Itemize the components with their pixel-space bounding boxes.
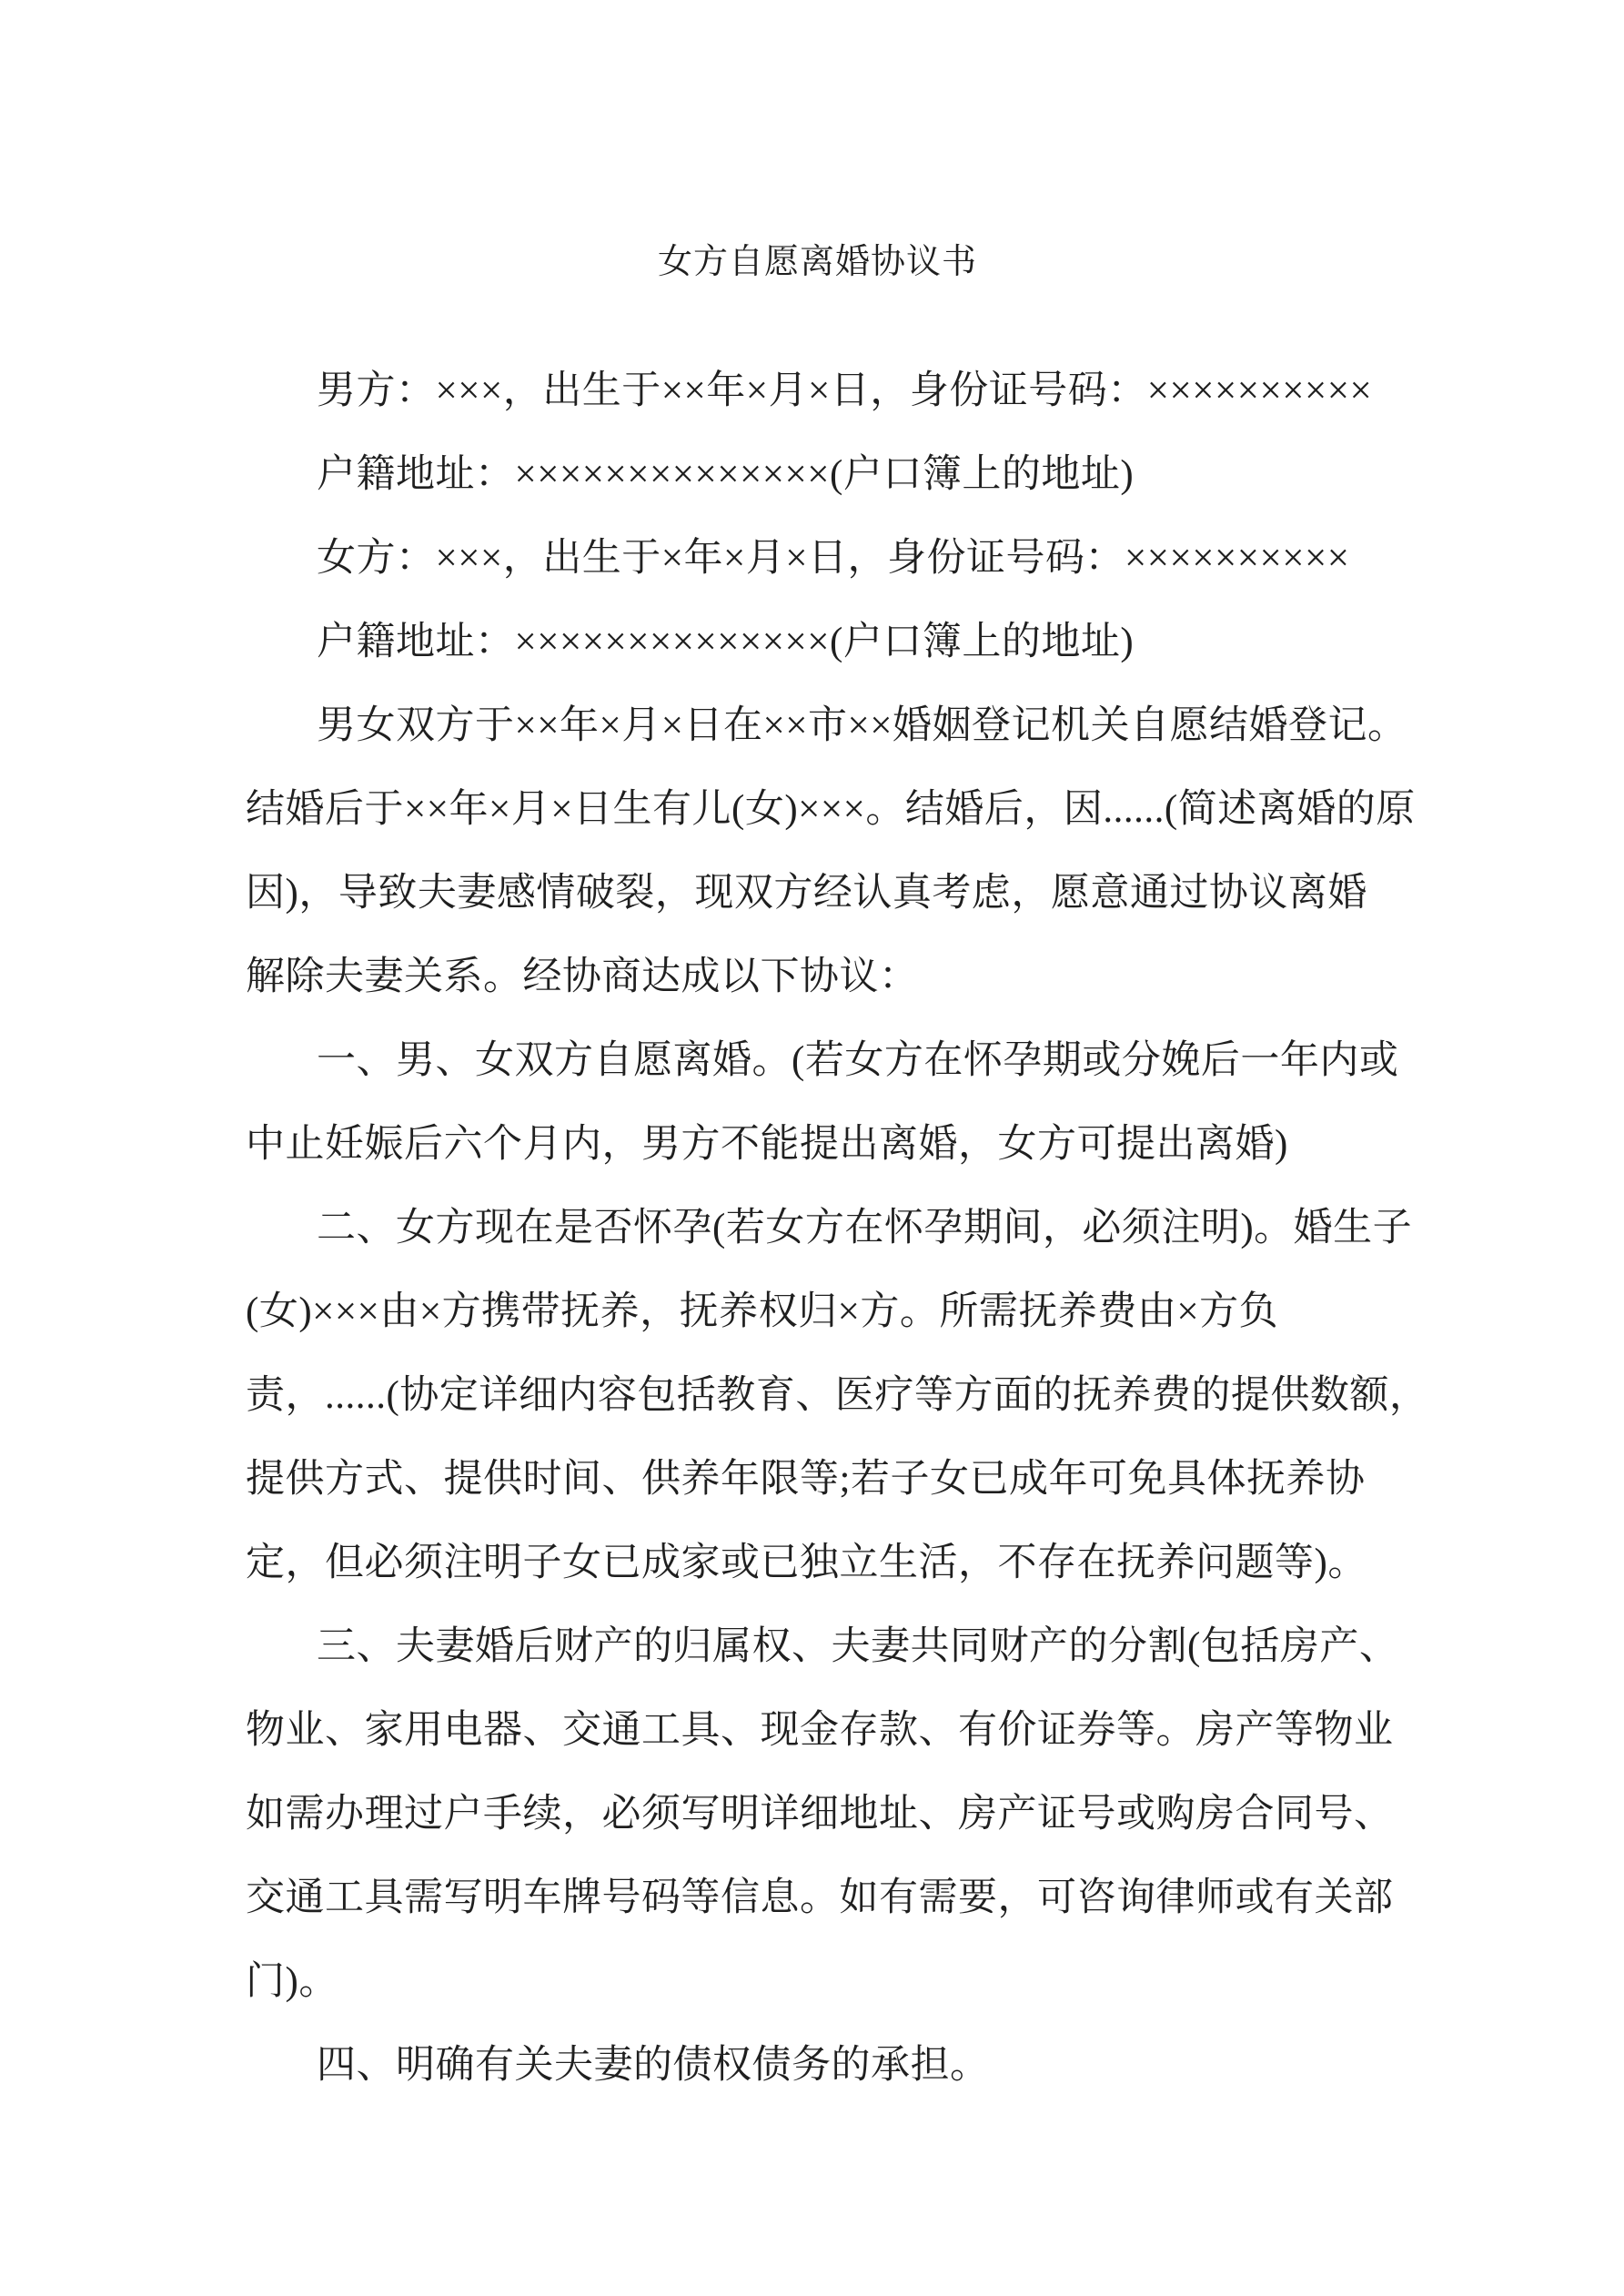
document-line: 责，......(协定详细内容包括教育、医疗等方面的抚养费的提供数额， [246,1374,1429,1417]
document-line: 解除夫妻关系。经协商达成以下协议： [246,956,919,998]
document-line: 门)。 [246,1960,338,2003]
document-line: 女方：×××，出生于×年×月×日，身份证号码：×××××××××× [317,537,1350,580]
document-line: 如需办理过户手续，必须写明详细地址、房产证号或购房合同号、 [246,1793,1394,1836]
document-line: 男方：×××，出生于××年×月×日，身份证号码：×××××××××× [317,369,1373,412]
document-line: 一、男、女双方自愿离婚。(若女方在怀孕期或分娩后一年内或 [317,1039,1399,1082]
document-line: 二、女方现在是否怀孕(若女方在怀孕期间，必须注明)。婚生子 [317,1207,1413,1249]
document-line: 三、夫妻婚后财产的归属权、夫妻共同财产的分割(包括房产、 [317,1625,1399,1668]
document-line: 结婚后于××年×月×日生有儿(女)×××。结婚后，因......(简述离婚的原 [246,788,1416,831]
document-line: 交通工具需写明车牌号码等信息。如有需要，可咨询律师或有关部 [246,1876,1394,1919]
document-line: 四、明确有关夫妻的债权债务的承担。 [317,2044,990,2087]
document-line: 户籍地址：××××××××××××××(户口簿上的地址) [317,621,1135,663]
document-line: 物业、家用电器、交通工具、现金存款、有价证券等。房产等物业 [246,1709,1394,1752]
document-line: 中止妊娠后六个月内，男方不能提出离婚，女方可提出离婚) [246,1123,1288,1166]
document-title: 女方自愿离婚协议书 [657,243,977,281]
document-line: 因)，导致夫妻感情破裂，现双方经认真考虑，愿意通过协议离婚 [246,872,1367,915]
document-line: 定，但必须注明子女已成家或已独立生活，不存在抚养问题等)。 [246,1542,1367,1584]
document-line: 户籍地址：××××××××××××××(户口簿上的地址) [317,453,1135,496]
document-line: 男女双方于××年×月×日在××市××婚姻登记机关自愿结婚登记。 [317,704,1407,747]
document-body [246,349,1429,2108]
document-line: 提供方式、提供时间、供养年限等;若子女已成年可免具体抚养协 [246,1458,1366,1501]
document-line: (女)×××由×方携带抚养，抚养权归×方。所需抚养费由×方负 [246,1290,1279,1333]
